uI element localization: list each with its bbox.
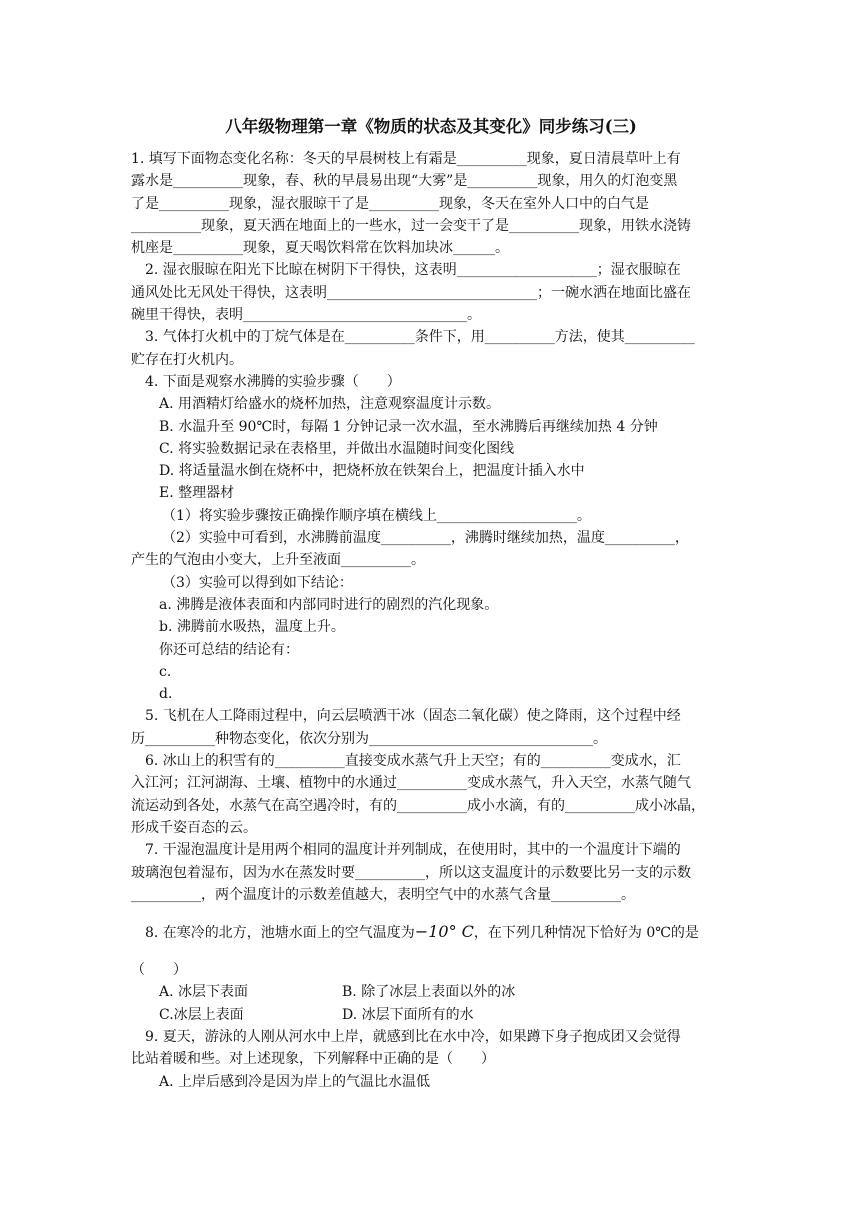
question-5-line-1: 5. 飞机在人工降雨过程中，向云层喷洒干冰（固态二氧化碳）使之降雨，这个过程中经 — [145, 708, 681, 725]
question-9-line-1: 9. 夏天，游泳的人刚从河水中上岸，就感到比在水中冷，如果蹲下身子抱成团又会觉得 — [145, 1028, 681, 1045]
question-4-part-2: （2）实验中可看到，水沸腾前温度__________，沸腾时继续加热，温度__________， — [162, 530, 689, 547]
question-7-line-3: __________，两个温度计的示数差值越大，表明空气中的水蒸气含量__________。 — [131, 886, 635, 903]
question-9-line-2: 比站着暖和些。对上述现象，下列解释中正确的是（ ） — [131, 1051, 495, 1068]
question-1-line-2: 露水是__________现象，春、秋的早晨易出现“大雾”是__________现象，用久的灯泡变黑 — [131, 173, 678, 190]
page-title: 八年级物理第一章《物质的状态及其变化》同步练习(三) — [225, 117, 637, 136]
question-2-line-3: 碗里干得快，表明________________________________。 — [131, 307, 481, 324]
question-8-options-row-1 — [131, 981, 731, 1003]
question-4-conclusion-c: c. — [159, 663, 172, 680]
question-6-line-1: 6. 冰山上的积雪有的__________直接变成水蒸气升上天空；有的__________变成水，汇 — [145, 753, 681, 770]
question-4-part-1: （1）将实验步骤按正确操作顺序填在横线上____________________。 — [162, 507, 591, 524]
question-8-text-after: ，在下列几种情况下恰好为 0℃的是 — [473, 925, 699, 942]
question-4-part-3: （3）实验可以得到如下结论： — [162, 574, 353, 591]
question-6-line-2: 入江河；江河湖海、土壤、植物中的水通过__________变成水蒸气，升入天空，水蒸气随气 — [131, 775, 691, 792]
question-6-line-3: 流运动到各处，水蒸气在高空遇冷时，有的__________成小水滴，有的__________成小冰晶， — [131, 797, 705, 814]
question-8-option-a: A. 冰层下表面 — [159, 984, 249, 1001]
question-4-step-e: E. 整理器材 — [159, 485, 235, 502]
question-4-step-c: C. 将实验数据记录在表格里，并做出水温随时间变化图线 — [159, 440, 515, 457]
temperature-formula: −10° C — [414, 922, 474, 942]
question-4-line-1: 4. 下面是观察水沸腾的实验步骤（ ） — [145, 373, 401, 390]
question-8-option-b: B. 除了冰层上表面以外的冰 — [342, 984, 516, 1001]
question-4-step-d: D. 将适量温水倒在烧杯中，把烧杯放在铁架台上，把温度计插入水中 — [159, 463, 585, 480]
question-4-conclusion-b: b. 沸腾前水吸热，温度上升。 — [159, 619, 345, 636]
question-3-line-2: 贮存在打火机内。 — [131, 351, 243, 368]
question-4-part-2-cont: 产生的气泡由小变大，上升至液面__________。 — [131, 552, 425, 569]
question-7-line-2: 玻璃泡包着湿布，因为水在蒸发时要__________，所以这支温度计的示数要比另一支的示数 — [131, 864, 691, 881]
question-4-step-b: B. 水温升至 90℃时，每隔 1 分钟记录一次水温，至水沸腾后再继续加热 4 分钟 — [159, 418, 658, 435]
document-body — [131, 148, 731, 1093]
question-1-line-5: 机座是__________现象，夏天喝饮料常在饮料加块冰______。 — [131, 240, 509, 257]
question-8-option-c: C.冰层上表面 — [159, 1006, 244, 1023]
question-8-options-row-2 — [131, 1004, 731, 1026]
question-2-line-1: 2. 湿衣服晾在阳光下比晾在树阴下干得快，这表明____________________；湿衣服晾在 — [145, 262, 681, 279]
question-8-option-d: D. 冰层下面所有的水 — [342, 1006, 474, 1023]
question-9-option-a: A. 上岸后感到冷是因为岸上的气温比水温低 — [159, 1073, 431, 1090]
question-5-line-2: 历__________种物态变化，依次分别为________________________________。 — [131, 730, 607, 747]
question-8-paren: （ ） — [131, 962, 187, 979]
question-8-line-1 — [131, 918, 731, 947]
question-6-line-4: 形成千姿百态的云。 — [131, 819, 257, 836]
question-1-line-4: __________现象，夏天洒在地面上的一些水，过一会变干了是__________现象，用铁水浇铸 — [131, 217, 691, 234]
question-8-text-before: 8. 在寒冷的北方，池塘水面上的空气温度为 — [145, 925, 415, 942]
question-4-conclusion-d: d. — [159, 686, 173, 703]
question-2-line-2: 通风处比无风处干得快，这表明______________________________；一碗水洒在地面比盛在 — [131, 284, 691, 301]
question-4-conclusion-a: a. 沸腾是液体表面和内部同时进行的剧烈的汽化现象。 — [159, 596, 499, 613]
question-7-line-1: 7. 干湿泡温度计是用两个相同的温度计并列制成，在使用时，其中的一个温度计下端的 — [145, 842, 681, 859]
question-3-line-1: 3. 气体打火机中的丁烷气体是在__________条件下，用__________方法，使其__________ — [145, 329, 695, 346]
question-1-line-1: 1. 填写下面物态变化名称：冬天的早晨树枝上有霜是__________现象，夏日清晨草叶上有 — [131, 151, 681, 167]
question-4-more-conclusions: 你还可总结的结论有： — [159, 641, 299, 658]
question-4-step-a: A. 用酒精灯给盛水的烧杯加热，注意观察温度计示数。 — [159, 396, 501, 413]
question-1-line-3: 了是__________现象，湿衣服晾干了是__________现象，冬天在室外人口中的白气是 — [131, 195, 649, 212]
